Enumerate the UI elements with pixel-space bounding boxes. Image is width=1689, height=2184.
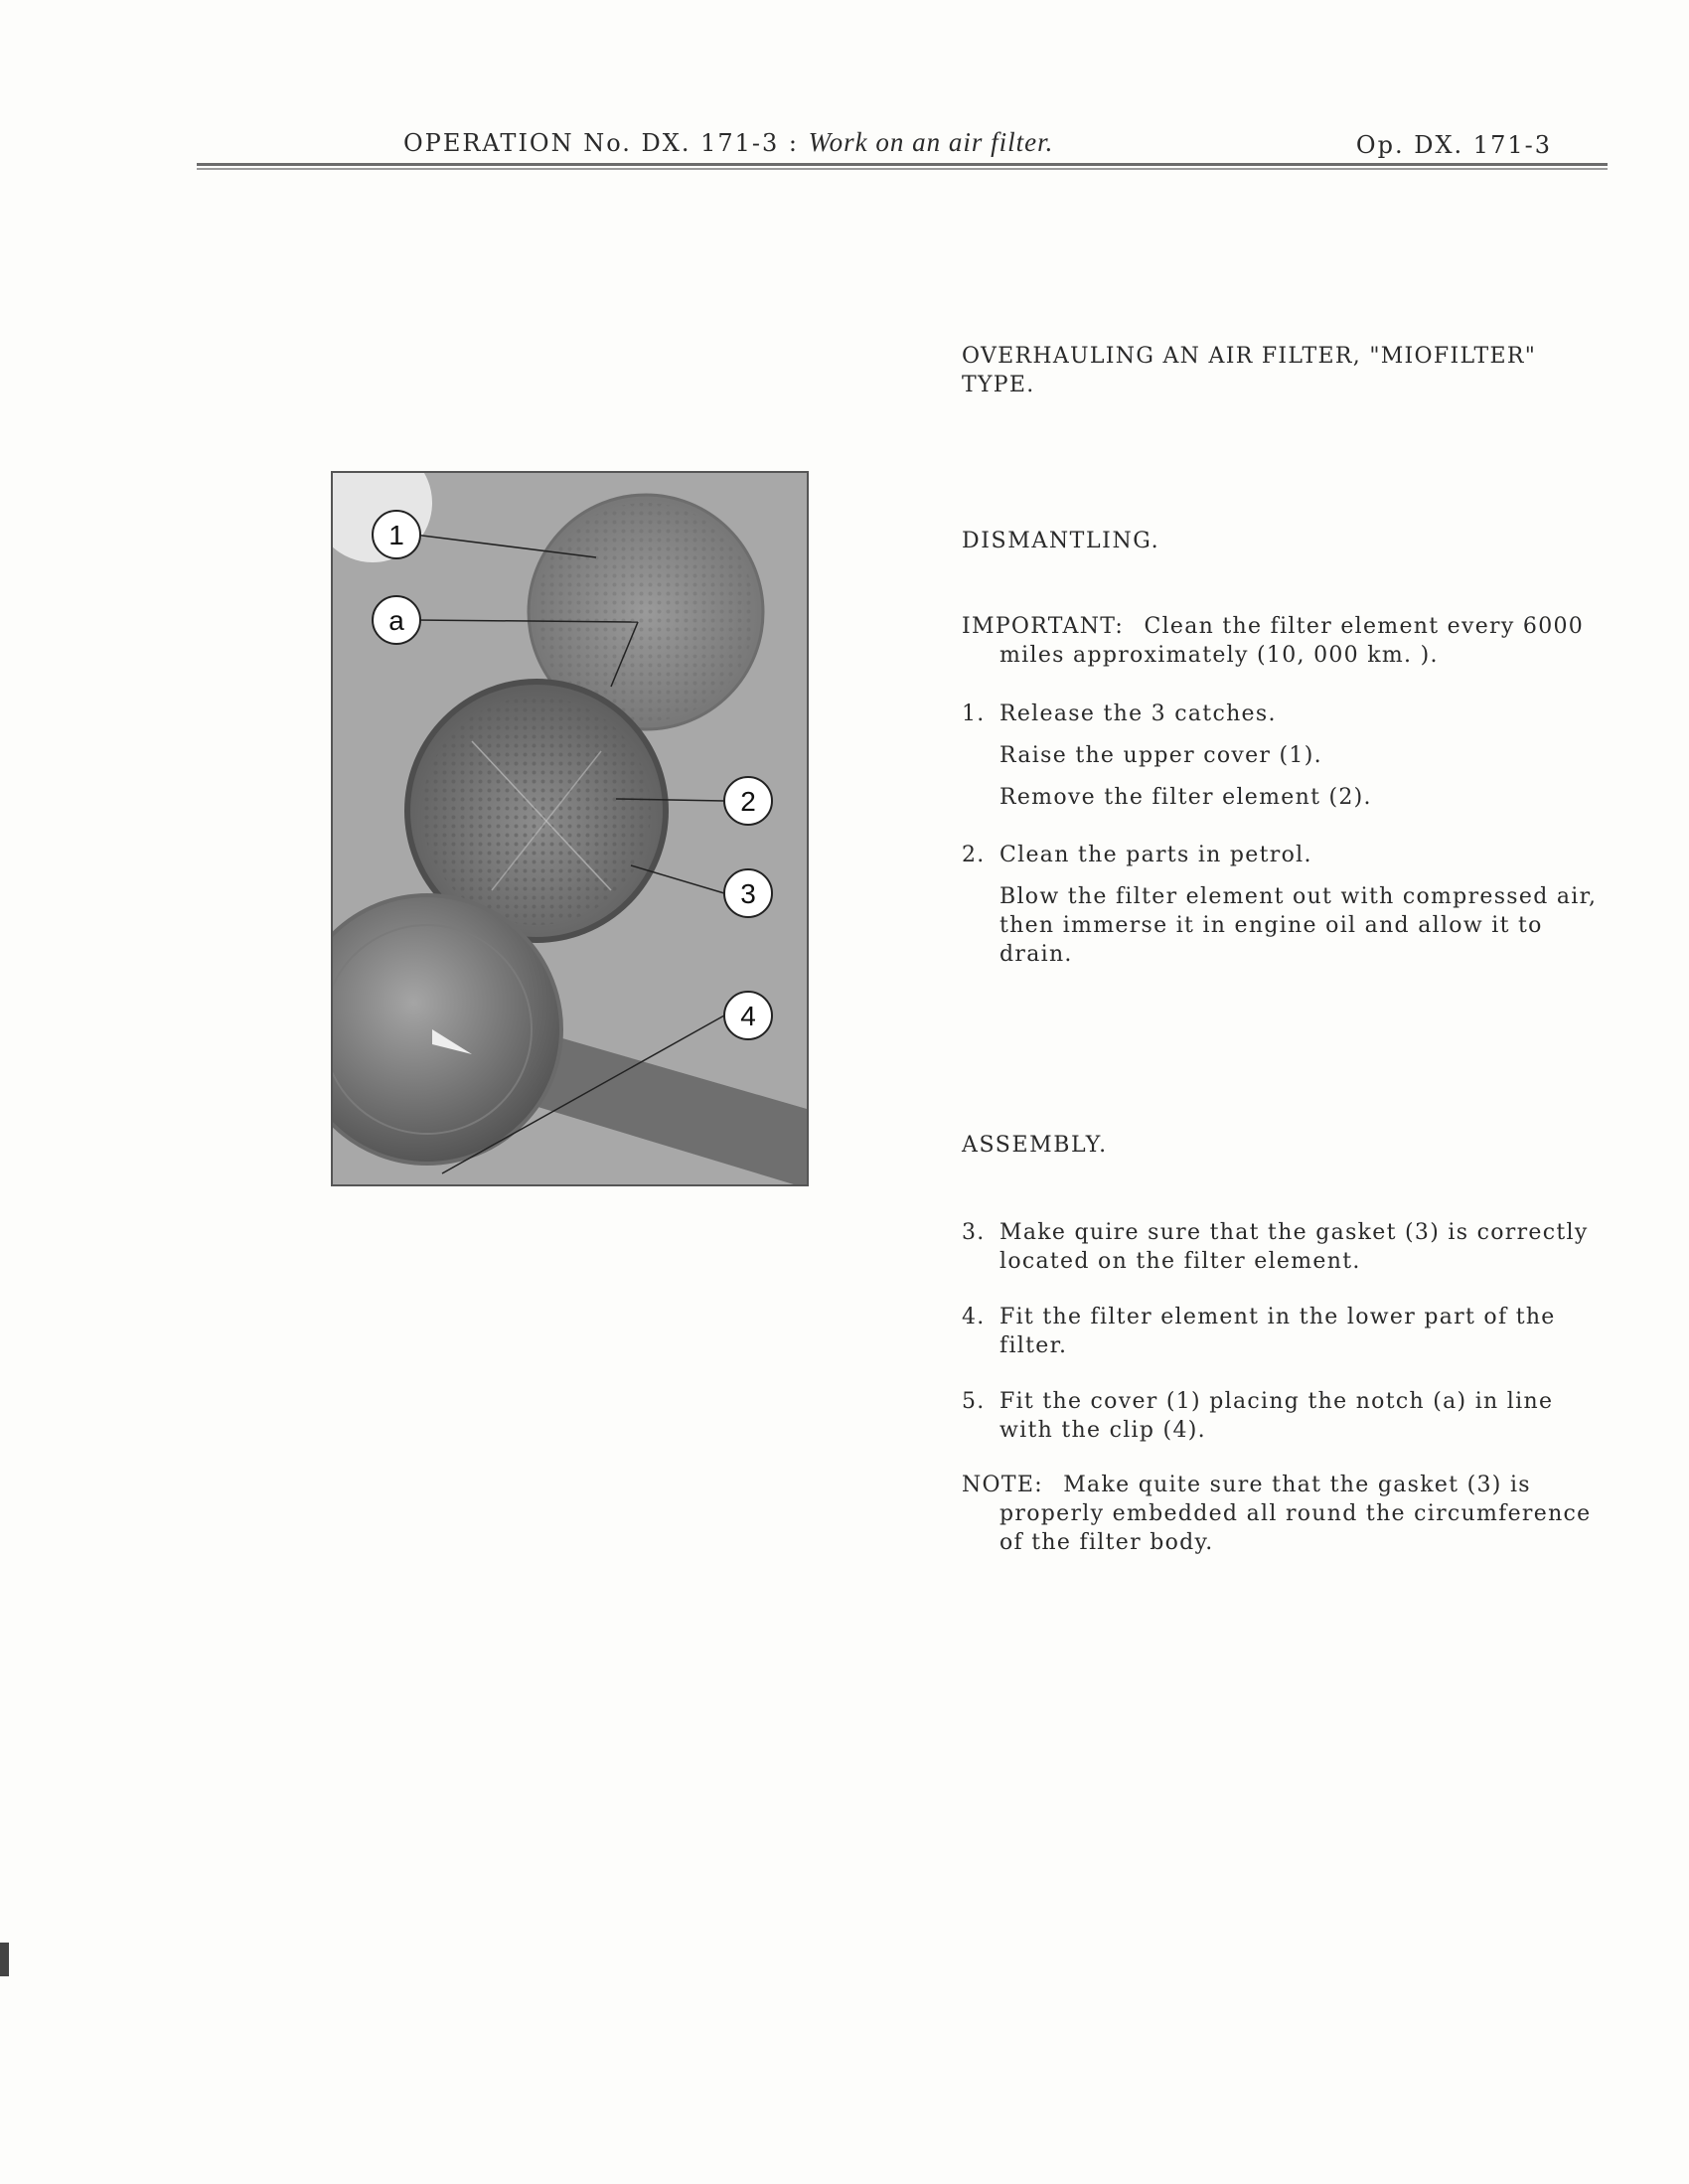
air-filter-photo — [331, 471, 809, 1186]
operation-number: OPERATION No. DX. 171-3 : — [403, 129, 799, 157]
svg-text:a: a — [388, 605, 404, 636]
document-title — [962, 342, 1617, 399]
callout-4 — [724, 992, 772, 1039]
step-text: Blow the filter element out with compressed air, — [999, 884, 1598, 909]
important-text: Clean the filter element every 6000 — [1144, 614, 1585, 639]
important-label: IMPORTANT: — [962, 614, 1125, 639]
step-4 — [962, 1303, 1617, 1360]
step-number: 3. — [962, 1220, 986, 1245]
step-number: 5. — [962, 1389, 986, 1414]
svg-text:3: 3 — [740, 878, 756, 909]
svg-text:4: 4 — [740, 1001, 756, 1031]
title-line: OVERHAULING AN AIR FILTER, "MIOFILTER" — [962, 344, 1537, 369]
callout-a — [373, 596, 420, 644]
step-number: 1. — [962, 702, 986, 726]
step-text: with the clip (4). — [999, 1418, 1206, 1443]
step-text: Remove the filter element (2). — [999, 785, 1372, 810]
operation-title: Work on an air filter. — [808, 127, 1054, 157]
note-text: of the filter body. — [999, 1530, 1214, 1555]
callout-2 — [724, 777, 772, 825]
header-rule-secondary — [197, 168, 1608, 170]
step-text: Release the 3 catches. — [999, 702, 1277, 726]
step-text: drain. — [999, 942, 1073, 967]
step-text: Clean the parts in petrol. — [999, 843, 1312, 867]
dismantling-heading: DISMANTLING. — [962, 529, 1160, 553]
svg-text:1: 1 — [388, 520, 404, 550]
assembly-note — [962, 1471, 1617, 1557]
step-number: 2. — [962, 843, 986, 867]
step-text: filter. — [999, 1333, 1068, 1358]
step-2 — [962, 841, 1617, 969]
step-text: Make quire sure that the gasket (3) is correctly — [999, 1220, 1589, 1245]
important-note — [962, 612, 1617, 670]
step-text: Fit the cover (1) placing the notch (a) in line — [999, 1389, 1554, 1414]
step-5 — [962, 1387, 1617, 1445]
note-text: Make quite sure that the gasket (3) is — [1063, 1473, 1531, 1497]
operation-reference: Op. DX. 171-3 — [1355, 131, 1552, 159]
note-label: NOTE: — [962, 1473, 1043, 1497]
title-line: TYPE. — [962, 373, 1035, 397]
operation-header — [403, 127, 1053, 158]
step-text: Raise the upper cover (1). — [999, 743, 1322, 768]
scan-edge-mark — [0, 1943, 9, 1976]
step-text: located on the filter element. — [999, 1249, 1361, 1274]
callout-1 — [373, 511, 420, 558]
svg-text:2: 2 — [740, 786, 756, 817]
step-1 — [962, 700, 1617, 812]
callout-3 — [724, 869, 772, 917]
step-text: then immerse it in engine oil and allow it to — [999, 913, 1543, 938]
step-text: Fit the filter element in the lower part of the — [999, 1305, 1556, 1329]
photo-illustration — [333, 473, 807, 1184]
step-3 — [962, 1218, 1617, 1276]
assembly-heading: ASSEMBLY. — [962, 1133, 1108, 1158]
header-rule — [197, 163, 1608, 166]
step-number: 4. — [962, 1305, 986, 1329]
important-text: miles approximately (10, 000 km. ). — [999, 643, 1439, 668]
note-text: properly embedded all round the circumference — [999, 1501, 1592, 1526]
